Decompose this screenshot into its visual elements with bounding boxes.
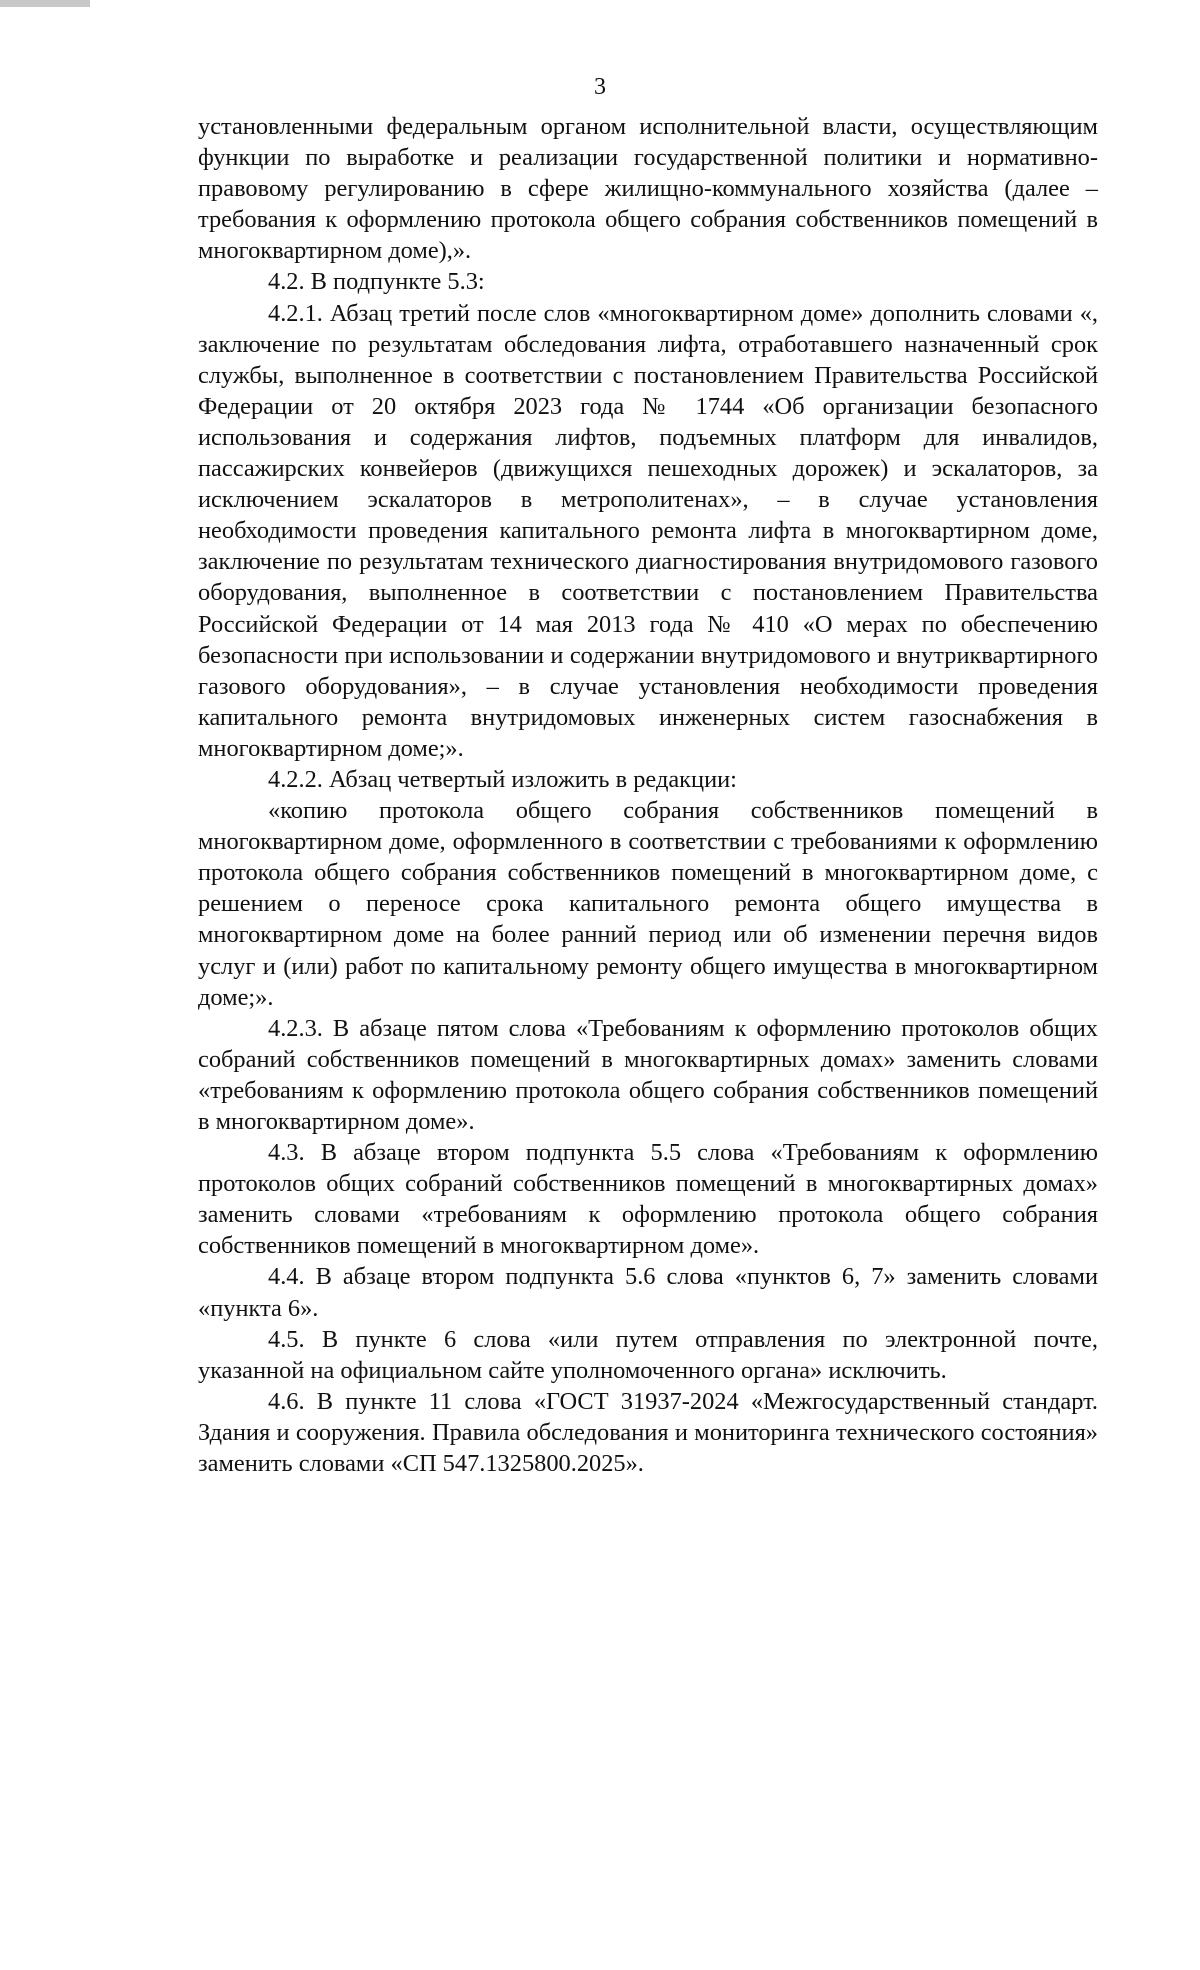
- paragraph-4-2-2-quote: «копию протокола общего собрания собственников помещений в многоквартирном доме, оформленного в соответствии с требованиями к оформлению протокола общего собрания собственников помещений в многоквартирном доме, с решением о переносе срока капитального ремонта общего имущества в многоквартирном доме на более ранний период или об изменении перечня видов услуг и (или) работ по капитальному ремонту общего имущества в многоквартирном доме;».: [198, 797, 1098, 1011]
- paragraph-4-2-3: 4.2.3. В абзаце пятом слова «Требованиям к оформлению протоколов общих собраний собственников помещений в многоквартирных домах» заменить словами «требованиям к оформлению протокола общего собрания собственников помещений в многоквартирном доме».: [198, 1014, 1098, 1135]
- page-number: 3: [594, 74, 606, 100]
- paragraph-4-6: 4.6. В пункте 11 слова «ГОСТ 31937-2024 «Межгосударственный стандарт. Здания и сооружения. Правила обследования и мониторинга технического состояния» заменить словами «СП 547.1325800.2025».: [198, 1387, 1098, 1478]
- paragraph-4-3: 4.3. В абзаце втором подпункта 5.5 слова «Требованиям к оформлению протоколов общих собраний собственников помещений в многоквартирных домах» заменить словами «требованиям к оформлению протокола общего собрания собственников помещений в многоквартирном доме».: [198, 1139, 1098, 1260]
- paragraph-4-4: 4.4. В абзаце втором подпункта 5.6 слова «пунктов 6, 7» заменить словами «пункта 6».: [198, 1263, 1098, 1322]
- document-body: [198, 111, 1098, 1479]
- paragraph-4-5: 4.5. В пункте 6 слова «или путем отправления по электронной почте, указанной на официальном сайте уполномоченного органа» исключить.: [198, 1325, 1098, 1384]
- paragraph-4-2: 4.2. В подпункте 5.3:: [268, 268, 485, 296]
- paragraph-continuation: установленными федеральным органом исполнительной власти, осуществляющим функции по выработке и реализации государственной политики и нормативно-правовому регулированию в сфере жилищно-коммунального хозяйства (далее – требования к оформлению протокола общего собрания собственников помещений в многоквартирном доме),».: [198, 113, 1098, 265]
- paragraph-4-2-1: 4.2.1. Абзац третий после слов «многоквартирном доме» дополнить словами «, заключение по результатам обследования лифта, отработавшего назначенный срок службы, выполненное в соответствии с постановлением Правительства Российской Федерации от 20 октября 2023 года № 1744 «Об организации безопасного использования и содержания лифтов, подъемных платформ для инвалидов, пассажирских конвейеров (движущихся пешеходных дорожек) и эскалаторов, за исключением эскалаторов в метрополитенах», – в случае установления необходимости проведения капитального ремонта лифта в многоквартирном доме, заключение по результатам технического диагностирования внутридомового газового оборудования, выполненное в соответствии с постановлением Правительства Российской Федерации от 14 мая 2013 года № 410 «О мерах по обеспечению безопасности при использовании и содержании внутридомового и внутриквартирного газового оборудования», – в случае установления необходимости проведения капитального ремонта внутридомовых инженерных систем газоснабжения в многоквартирном доме;».: [198, 299, 1098, 762]
- paragraph-4-2-2: 4.2.2. Абзац четвертый изложить в редакции:: [268, 765, 737, 793]
- scan-edge-mark: [0, 0, 90, 7]
